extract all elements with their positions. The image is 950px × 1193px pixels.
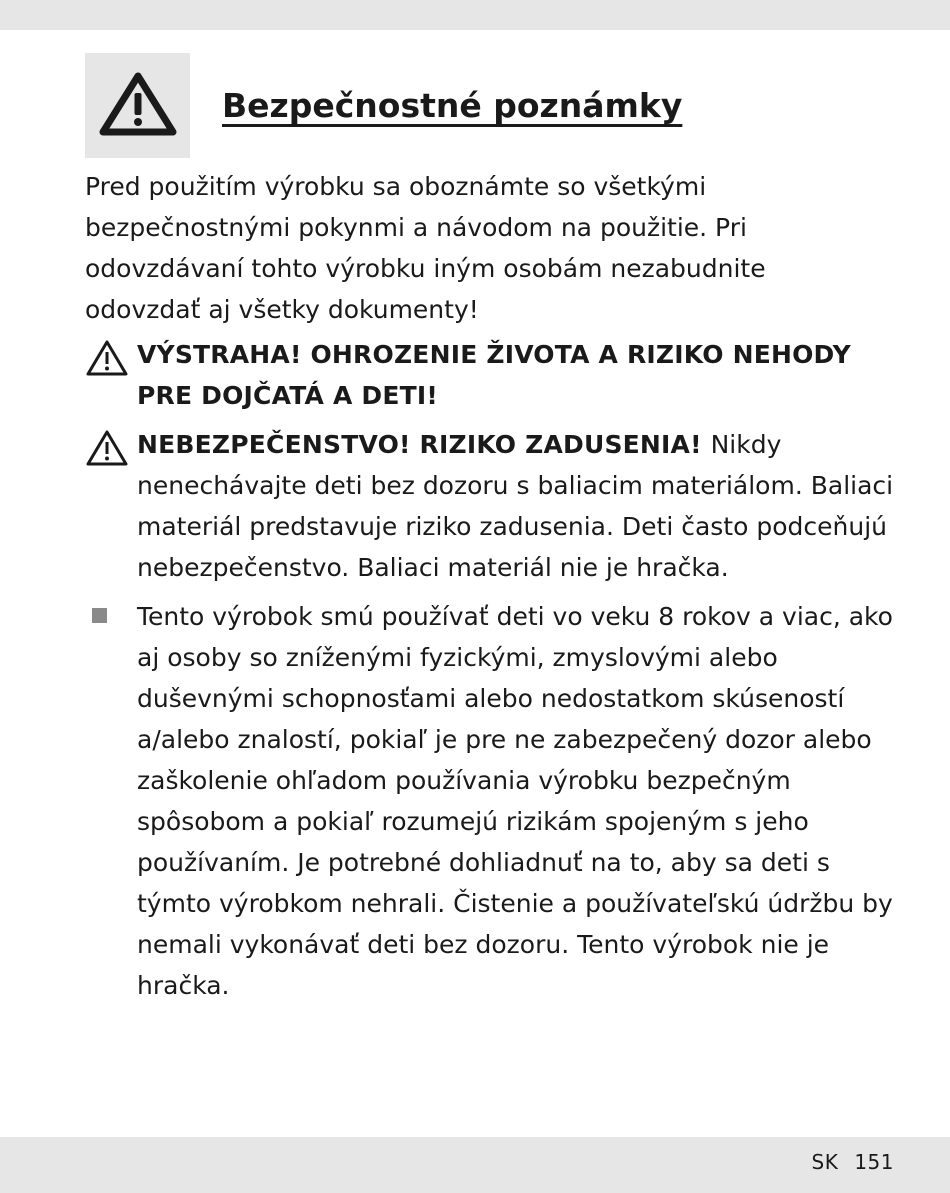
page-footer bbox=[812, 1150, 895, 1174]
page-title: Bezpečnostné poznámky bbox=[222, 86, 683, 125]
warning-item bbox=[85, 424, 905, 588]
warning-triangle-icon bbox=[85, 429, 129, 467]
list-item bbox=[85, 596, 905, 1006]
intro-paragraph: Pred použitím výrobku sa oboznámte so všetkými bezpečnostnými pokynmi a návodom na použitie. Pri odovzdávaní tohto výrobku iným osobám nezabudnite odovzdať aj všetky dokumenty! bbox=[85, 172, 766, 324]
warning-triangle-icon bbox=[99, 71, 177, 137]
warning-heading: NEBEZPEČENSTVO! RIZIKO ZADUSENIA! bbox=[137, 430, 711, 459]
page-number: 151 bbox=[854, 1150, 894, 1174]
safety-content bbox=[85, 166, 905, 1006]
list-item-text: Tento výrobok smú používať deti vo veku 8 rokov a viac, ako aj osoby so zníženými fyzickými, zmyslovými alebo duševnými schopnosťami alebo nedostatkom skúseností a/alebo znalostí, pokiaľ je pre ne zabezpečený dozor alebo zaškolenie ohľadom používania výrobku bezpečným spôsobom a pokiaľ rozumejú rizikám spojeným s jeho používaním. Je potrebné dohliadnuť na to, aby sa deti s týmto výrobkom nehrali. Čistenie a používateľskú údržbu by nemali vykonávať deti bez dozoru. Tento výrobok nie je hračka. bbox=[137, 602, 893, 1000]
bullet-square-icon bbox=[92, 608, 107, 623]
warning-heading: VÝSTRAHA! OHROZENIE ŽIVOTA A RIZIKO NEHODY PRE DOJČATÁ A DETI! bbox=[137, 340, 851, 410]
warning-triangle-icon bbox=[85, 339, 129, 377]
warning-icon-box bbox=[85, 53, 190, 158]
top-band bbox=[0, 0, 950, 30]
footer-language: SK bbox=[811, 1150, 839, 1174]
bottom-band bbox=[0, 1137, 950, 1193]
warning-text: Nikdy nenechávajte deti bez dozoru s baliacim materiálom. Baliaci materiál predstavuje riziko zadusenia. Deti často podceňujú nebezpečenstvo. Baliaci materiál nie je hračka. bbox=[137, 430, 894, 582]
warning-item bbox=[85, 334, 905, 416]
